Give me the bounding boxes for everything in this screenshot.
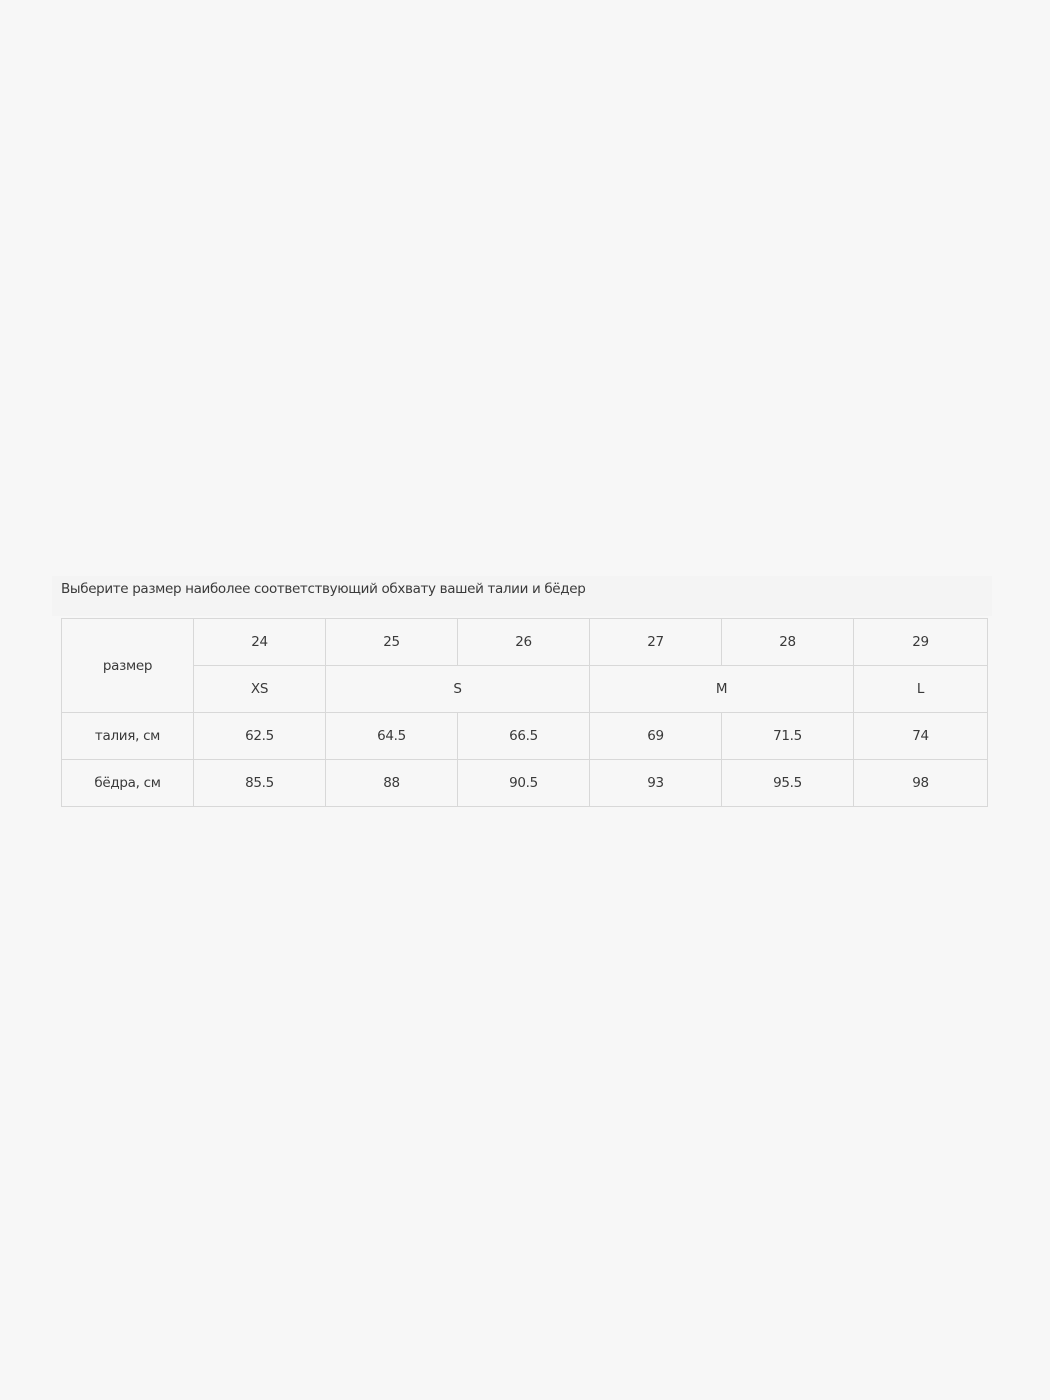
letter-size-cell-m: M xyxy=(590,666,854,713)
numeric-size-cell: 28 xyxy=(722,619,854,666)
hips-value-cell: 85.5 xyxy=(194,760,326,807)
hips-value-cell: 95.5 xyxy=(722,760,854,807)
size-chart-table xyxy=(61,618,988,807)
numeric-size-cell: 27 xyxy=(590,619,722,666)
hips-value-cell: 88 xyxy=(326,760,458,807)
hips-value-cell: 90.5 xyxy=(458,760,590,807)
waist-value-cell: 71.5 xyxy=(722,713,854,760)
waist-value-cell: 69 xyxy=(590,713,722,760)
waist-value-cell: 66.5 xyxy=(458,713,590,760)
numeric-size-cell: 25 xyxy=(326,619,458,666)
size-header-cell: размер xyxy=(62,619,194,713)
numeric-size-cell: 29 xyxy=(854,619,988,666)
letter-size-cell-s: S xyxy=(326,666,590,713)
size-guide-caption: Выберите размер наиболее соответствующий обхвату вашей талии и бёдер xyxy=(61,581,586,597)
table-row-waist xyxy=(62,713,988,760)
table-row-hips xyxy=(62,760,988,807)
row-label-waist: талия, см xyxy=(62,713,194,760)
table-row-letter-sizes xyxy=(62,666,988,713)
hips-value-cell: 98 xyxy=(854,760,988,807)
letter-size-cell-xs: XS xyxy=(194,666,326,713)
table-row-numeric-sizes xyxy=(62,619,988,666)
letter-size-cell-l: L xyxy=(854,666,988,713)
numeric-size-cell: 26 xyxy=(458,619,590,666)
numeric-size-cell: 24 xyxy=(194,619,326,666)
hips-value-cell: 93 xyxy=(590,760,722,807)
waist-value-cell: 74 xyxy=(854,713,988,760)
waist-value-cell: 64.5 xyxy=(326,713,458,760)
row-label-hips: бёдра, см xyxy=(62,760,194,807)
waist-value-cell: 62.5 xyxy=(194,713,326,760)
